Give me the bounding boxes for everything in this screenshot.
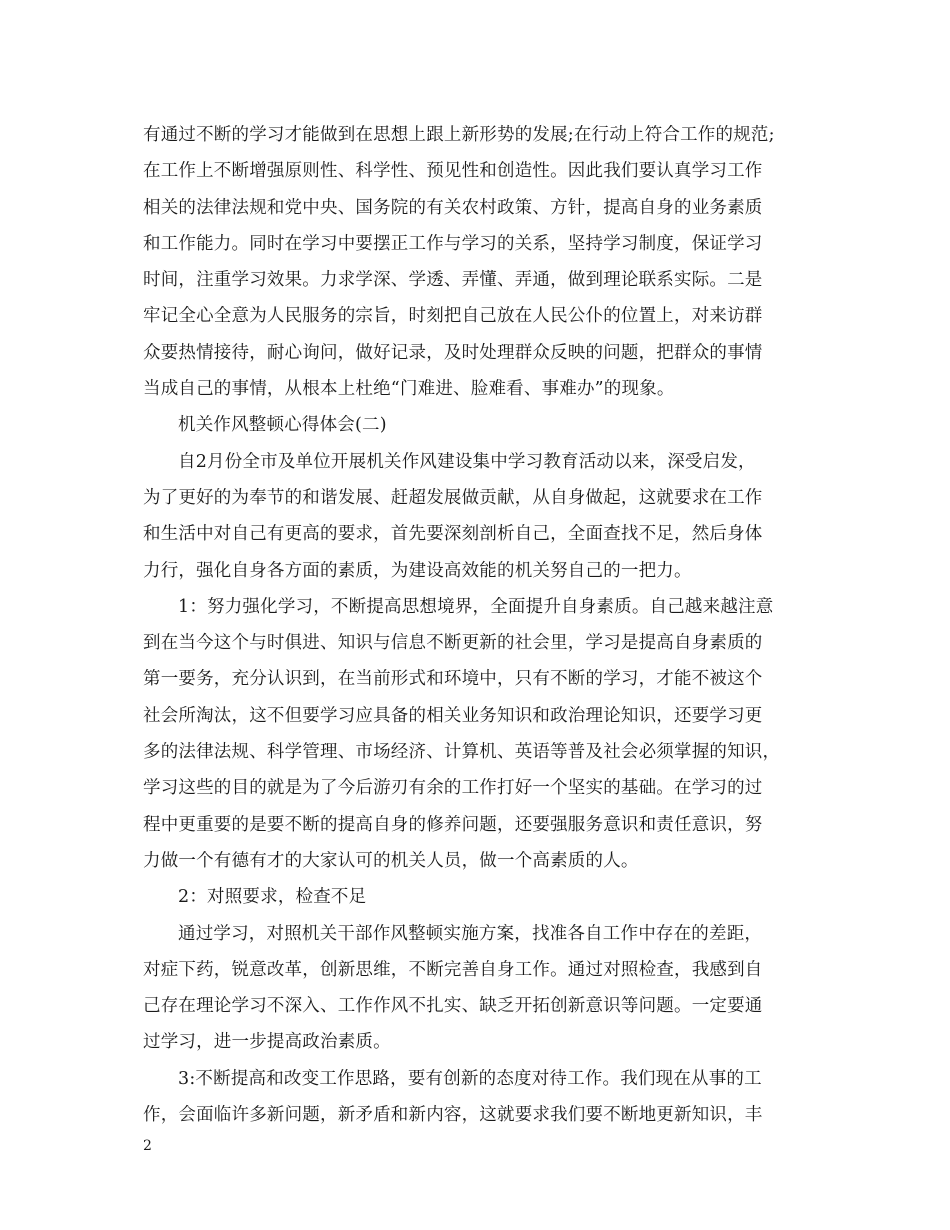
text-line: 自2月份全市及单位开展机关作风建设集中学习教育活动以来，深受启发， [178, 451, 756, 472]
text-line: 力做一个有德有才的大家认可的机关人员，做一个高素质的人。 [143, 850, 639, 871]
section-heading: 机关作风整顿心得体会(二) [178, 415, 387, 436]
text-line: 多的法律法规、科学管理、市场经济、计算机、英语等普及社会必须掌握的知识， [143, 742, 781, 763]
text-line: 相关的法律法规和党中央、国务院的有关农村政策、方针，提高自身的业务素质 [143, 197, 763, 218]
text-line: 程中更重要的是要不断的提高自身的修养问题，还要强服务意识和责任意识，努 [143, 814, 763, 835]
text-line: 力行，强化自身各方面的素质，为建设高效能的机关努自己的一把力。 [143, 560, 692, 581]
text-line: 作，会面临许多新问题，新矛盾和新内容，这就要求我们要不断地更新知识，丰 [143, 1105, 763, 1126]
text-line: 为了更好的为奉节的和谐发展、赶超发展做贡献，从自身做起，这就要求在工作 [143, 487, 763, 508]
text-line: 学习这些的目的就是为了今后游刃有余的工作打好一个坚实的基础。在学习的过 [143, 778, 763, 799]
text-line: 牢记全心全意为人民服务的宗旨，时刻把自己放在人民公仆的位置上，对来访群 [143, 306, 763, 327]
text-line: 和生活中对自己有更高的要求，首先要深刻剖析自己，全面查找不足，然后身体 [143, 524, 763, 545]
subheading: 2：对照要求，检查不足 [178, 887, 367, 908]
text-line: 第一要务，充分认识到，在当前形式和环境中，只有不断的学习，才能不被这个 [143, 669, 763, 690]
text-line: 1：努力强化学习，不断提高思想境界，全面提升自身素质。自己越来越注意 [178, 596, 774, 617]
text-line: 社会所淘汰，这不但要学习应具备的相关业务知识和政治理论知识，还要学习更 [143, 705, 763, 726]
text-line: 过学习，进一步提高政治素质。 [143, 1032, 391, 1053]
text-line: 3:不断提高和改变工作思路，要有创新的态度对待工作。我们现在从事的工 [178, 1068, 762, 1089]
page-number: 2 [143, 1138, 152, 1154]
text-line: 有通过不断的学习才能做到在思想上跟上新形势的发展;在行动上符合工作的规范; [143, 125, 775, 145]
text-line: 通过学习，对照机关干部作风整顿实施方案，找准各自工作中存在的差距， [178, 923, 763, 944]
document-body [143, 117, 823, 1133]
text-line: 己存在理论学习不深入、工作作风不扎实、缺乏开拓创新意识等问题。一定要通 [143, 996, 763, 1017]
text-line: 众要热情接待，耐心询问，做好记录，及时处理群众反映的问题，把群众的事情 [143, 342, 763, 363]
text-line: 当成自己的事情，从根本上杜绝“门难进、脸难看、事难办”的现象。 [143, 379, 675, 400]
text-line: 对症下药，锐意改革，创新思维，不断完善自身工作。通过对照检查，我感到自 [143, 959, 763, 980]
text-line: 和工作能力。同时在学习中要摆正工作与学习的关系，坚持学习制度，保证学习 [143, 233, 763, 254]
text-line: 到在当今这个与时俱进、知识与信息不断更新的社会里，学习是提高自身素质的 [143, 633, 763, 654]
text-line: 时间，注重学习效果。力求学深、学透、弄懂、弄通，做到理论联系实际。二是 [143, 270, 763, 291]
text-line: 在工作上不断增强原则性、科学性、预见性和创造性。因此我们要认真学习工作 [143, 161, 763, 182]
